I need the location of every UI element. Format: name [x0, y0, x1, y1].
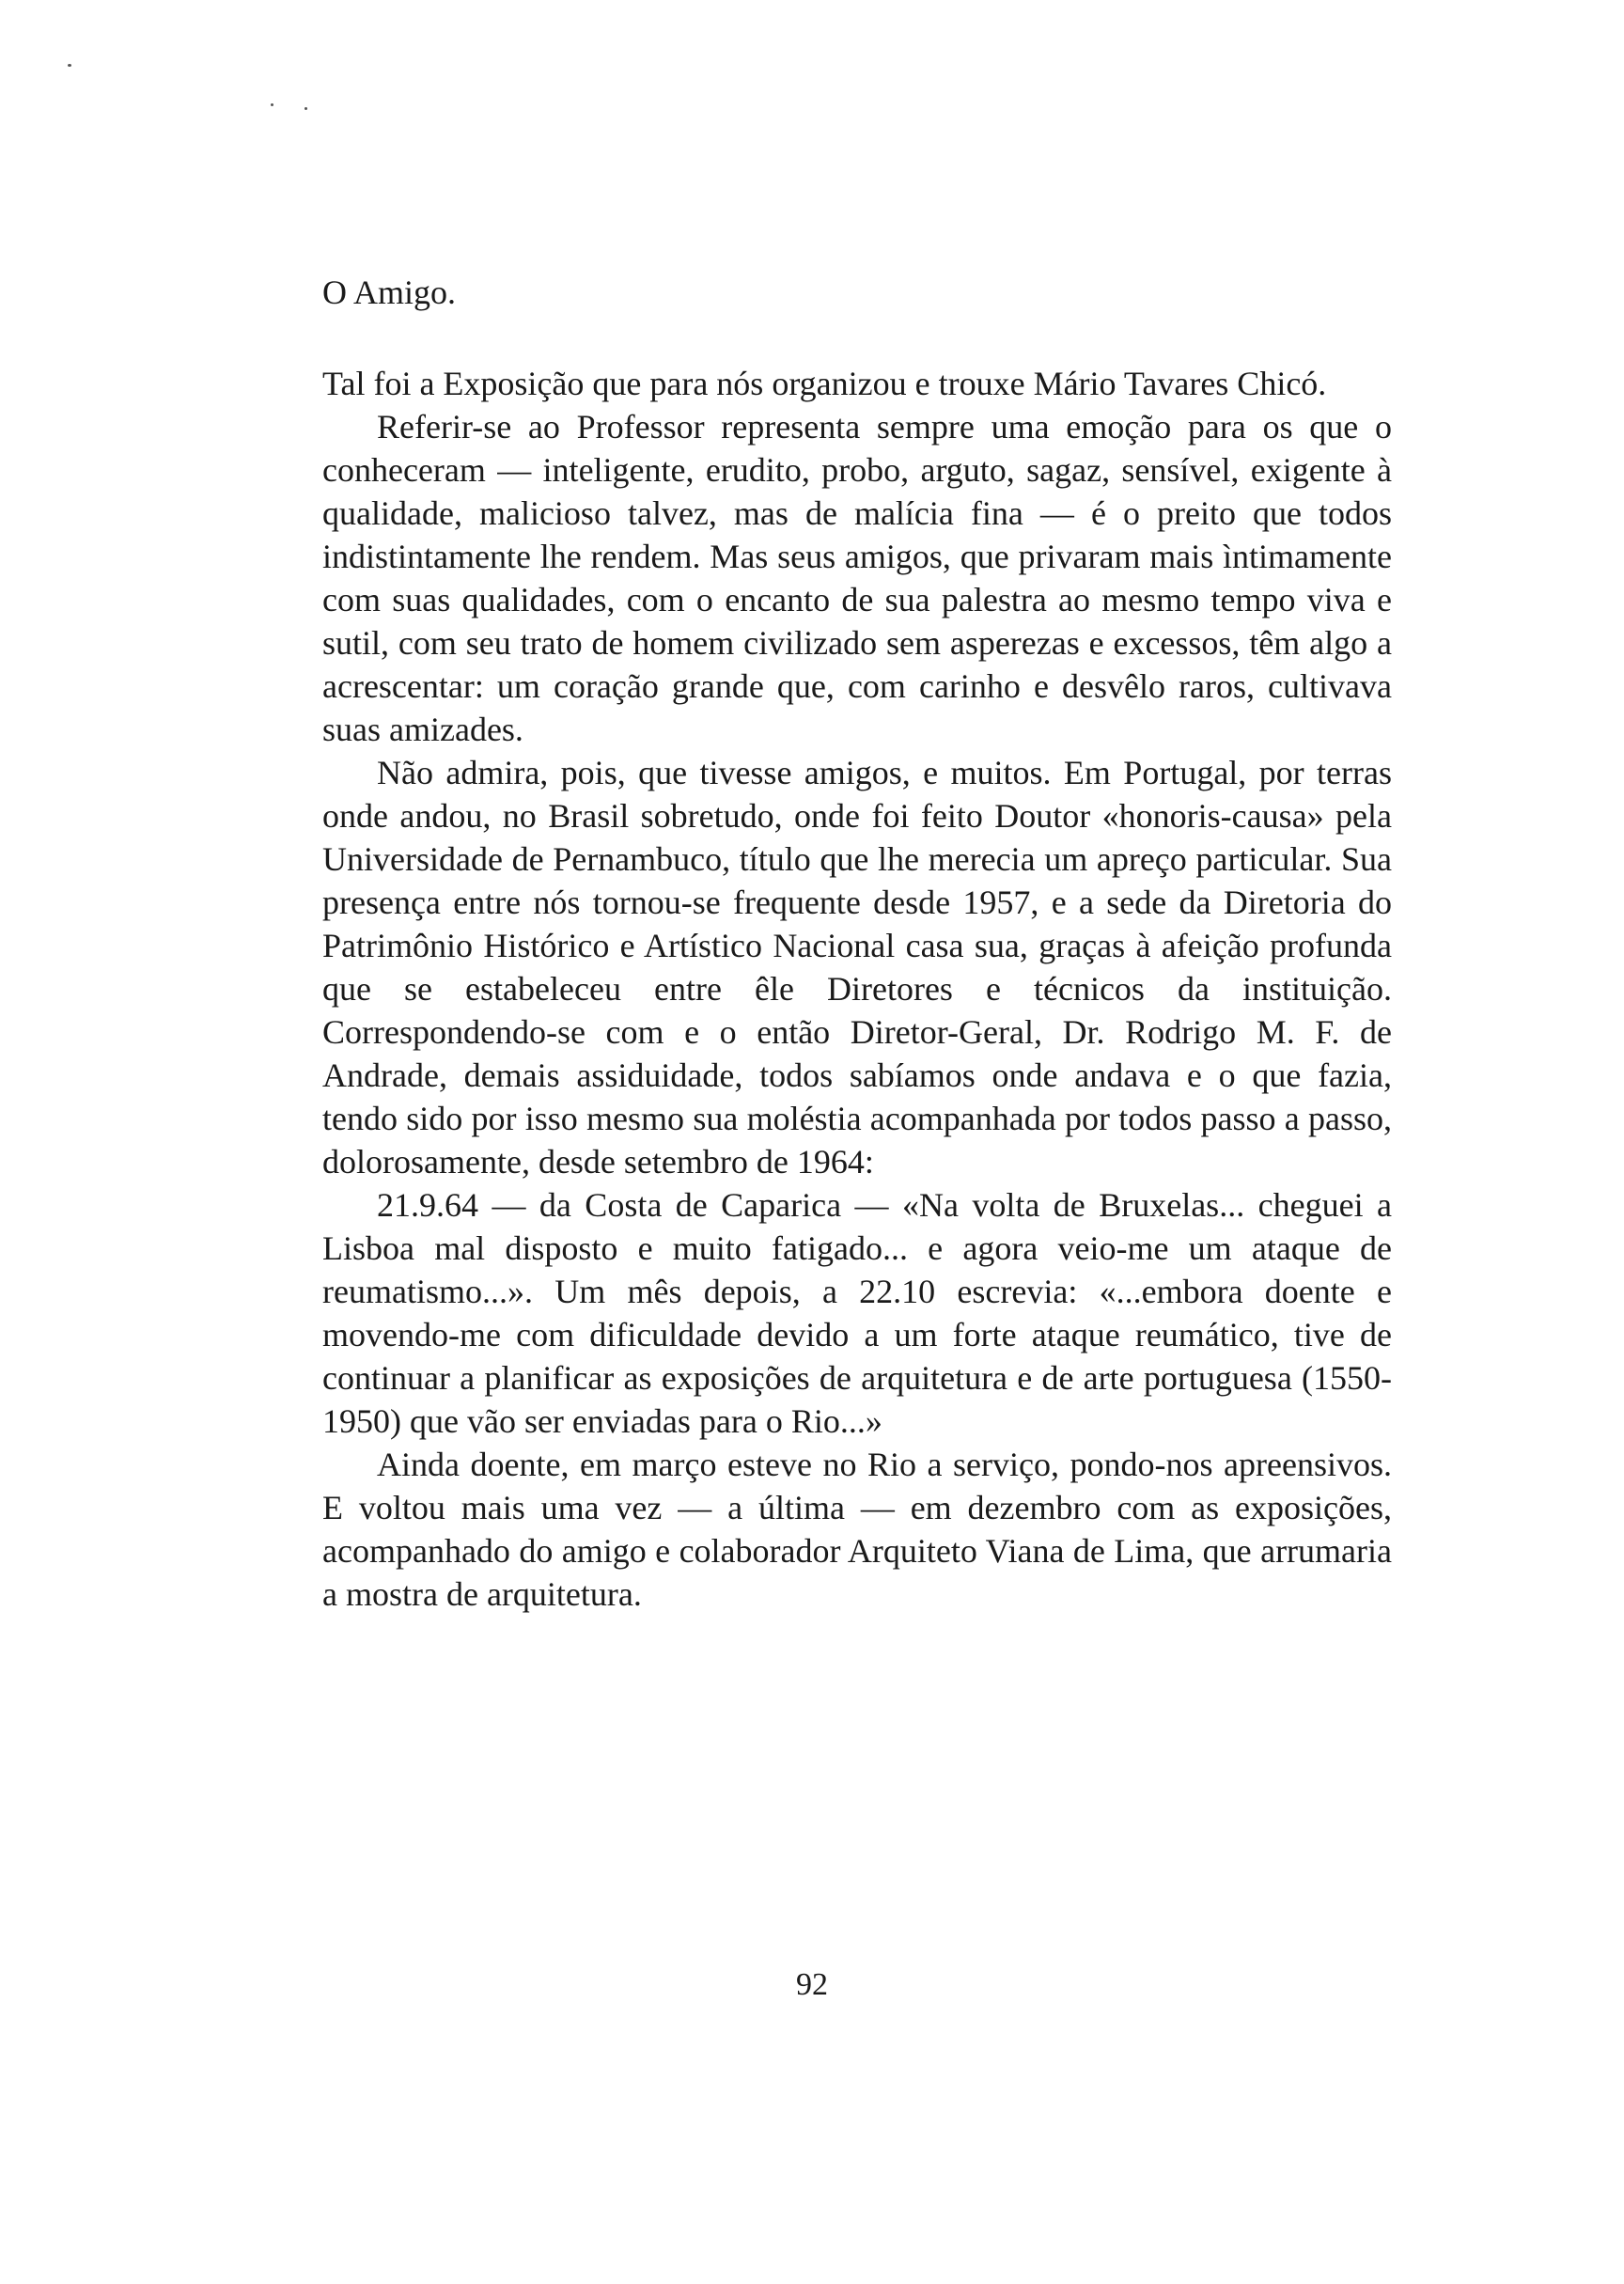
paragraph: 21.9.64 — da Costa de Caparica — «Na volta de Bruxelas... cheguei a Lisboa mal disposto e muito fatigado... e agora veio-me um ataque de reumatismo...». Um mês depois, a 22.10 escrevia: «...embora doente e movendo-me com dificuldade devido a um forte ataque reumático, tive de continuar a planificar as exposições de arquitetura e de arte portuguesa (1550-1950) que vão ser enviadas para o Rio...»	[322, 1186, 1392, 1440]
scan-speck	[304, 107, 307, 110]
scan-speck	[271, 103, 273, 106]
page-number: 92	[796, 1967, 828, 2002]
scan-speck	[68, 64, 71, 67]
paragraph: Não admira, pois, que tivesse amigos, e muitos. Em Portugal, por terras onde andou, no Brasil sobretudo, onde foi feito Doutor «honoris-causa» pela Universidade de Pernambuco, título que lhe merecia um apreço particular. Sua presença entre nós tornou-se frequente desde 1957, e a sede da Diretoria do Patrimônio Histórico e Artístico Nacional casa sua, graças à afeição profunda que se estabeleceu entre êle Diretores e técnicos da instituição. Correspondendo-se com e o então Diretor-Geral, Dr. Rodrigo M. F. de Andrade, demais assiduidade, todos sabíamos onde andava e o que fazia, tendo sido por isso mesmo sua moléstia acompanhada por todos passo a passo, dolorosamente, desde setembro de 1964:	[322, 754, 1392, 1181]
paragraph: Referir-se ao Professor representa sempre uma emoção para os que o conheceram — inteligente, erudito, probo, arguto, sagaz, sensível, exigente à qualidade, malicioso talvez, mas de malícia fina — é o preito que todos indistintamente lhe rendem. Mas seus amigos, que privaram mais ìntimamente com suas qualidades, com o encanto de sua palestra ao mesmo tempo viva e sutil, com seu trato de homem civilizado sem asperezas e excessos, têm algo a acrescentar: um coração grande que, com carinho e desvêlo raros, cultivava suas amizades.	[322, 408, 1392, 748]
paragraph: Tal foi a Exposição que para nós organizou e trouxe Mário Tavares Chicó.	[322, 365, 1327, 402]
paragraph: Ainda doente, em março esteve no Rio a serviço, pondo-nos apreensivos. E voltou mais uma vez — a última — em dezembro com as exposições, acompanhado do amigo e colaborador Arquiteto Viana de Lima, que arrumaria a mostra de arquitetura.	[322, 1446, 1392, 1613]
section-heading: O Amigo.	[322, 274, 457, 311]
page-body	[322, 271, 1392, 1616]
